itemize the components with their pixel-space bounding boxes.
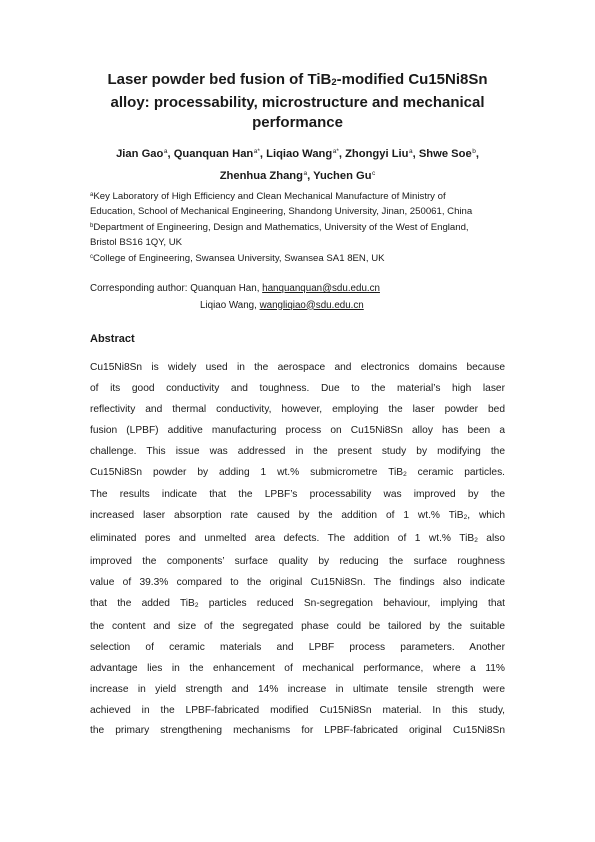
affiliation-b-cont: Bristol BS16 1QY, UK xyxy=(90,237,183,248)
author: Jian Gao$^a$, xyxy=(116,148,174,160)
abstract-line: increased laser absorption rate caused by the addition of 1 wt.% TiB$_2$, which xyxy=(90,510,505,522)
abstract-line: achieved in the LPBF-fabricated modified Cu15Ni8Sn material. In this study, xyxy=(90,704,505,716)
author: Liqiao Wang$^{a*}$, xyxy=(266,148,346,160)
author: Shwe Soe$^b$, xyxy=(418,148,479,160)
corresponding-line-2: Liqiao Wang, wangliqiao@sdu.edu.cn xyxy=(200,299,364,311)
affiliation-c: $^c$College of Engineering, Swansea University, Swansea SA1 8EN, UK xyxy=(90,253,385,264)
abstract-line: value of 39.3% compared to the original Cu15Ni8Sn. The findings also indicate xyxy=(90,577,505,589)
author-line-1 xyxy=(70,142,525,164)
abstract-line: Cu15Ni8Sn powder by adding 1 wt.% submicrometre TiB$_2$ ceramic particles. xyxy=(90,466,505,478)
author-list xyxy=(70,142,525,186)
affiliation-b: $^b$Department of Engineering, Design and Mathematics, University of the West of England, xyxy=(90,222,469,233)
abstract-line: Cu15Ni8Sn is widely used in the aerospace and electronics domains because xyxy=(90,362,505,373)
affiliations xyxy=(90,188,520,266)
abstract-line: The results indicate that the LPBF’s processability was improved by the xyxy=(90,489,505,501)
corresponding-authors xyxy=(90,281,380,314)
abstract-line: reflectivity and thermal conductivity, however, employing the laser powder bed xyxy=(90,403,505,415)
abstract-line: the content and size of the segregated phase could be tailored by the suitable xyxy=(90,620,505,632)
abstract-line: the primary strengthening mechanisms for LPBF-fabricated original Cu15Ni8Sn xyxy=(90,725,505,737)
abstract-line: of its good conductivity and toughness. Due to the material’s high laser xyxy=(90,382,505,394)
abstract-line: that the added TiB$_2$ particles reduced Sn-segregation behaviour, implying that xyxy=(90,597,505,609)
abstract-line: improved the components’ surface quality by reducing the surface roughness xyxy=(90,556,505,568)
affiliation-a: $^a$Key Laboratory of High Efficiency and Clean Mechanical Manufacture of Ministry of xyxy=(90,191,446,202)
title-line-3: performance xyxy=(252,114,343,131)
abstract-line: eliminated pores and unmelted area defects. The addition of 1 wt.% TiB$_2$ also xyxy=(90,533,505,545)
author: Yuchen Gu$^c$ xyxy=(313,170,376,182)
abstract-line: fusion (LPBF) additive manufacturing process on Cu15Ni8Sn alloy has been a xyxy=(90,424,505,436)
author: Quanquan Han$^{a*}$, xyxy=(173,148,267,160)
abstract-line: increase in yield strength and 14% increase in ultimate tensile strength were xyxy=(90,683,505,695)
corresponding-line-1: Corresponding author: Quanquan Han, hanquanquan@sdu.edu.cn xyxy=(90,283,380,294)
title-line-2: alloy: processability, microstructure and mechanical xyxy=(110,94,485,111)
abstract-line: selection of ceramic materials and LPBF process parameters. Another xyxy=(90,641,505,653)
abstract-heading: Abstract xyxy=(90,333,135,345)
title-line-1: Laser powder bed fusion of TiB$_2$-modified Cu15Ni8Sn xyxy=(107,71,488,88)
abstract-line: challenge. This issue was addressed in the present study by modifying the xyxy=(90,445,505,457)
author: Zhongyi Liu$^a$, xyxy=(345,148,419,160)
email-link[interactable]: hanquanquan@sdu.edu.cn xyxy=(262,283,380,294)
paper-title xyxy=(70,70,525,133)
abstract-body xyxy=(90,358,505,742)
affiliation-a-cont: Education, School of Mechanical Engineering, Shandong University, Jinan, 250061, China xyxy=(90,206,473,217)
abstract-line: advantage lies in the enhancement of mechanical performance, where a 11% xyxy=(90,662,505,674)
author-line-2 xyxy=(70,164,525,186)
author: Zhenhua Zhang$^a$, xyxy=(219,170,314,182)
email-link[interactable]: wangliqiao@sdu.edu.cn xyxy=(259,299,364,311)
